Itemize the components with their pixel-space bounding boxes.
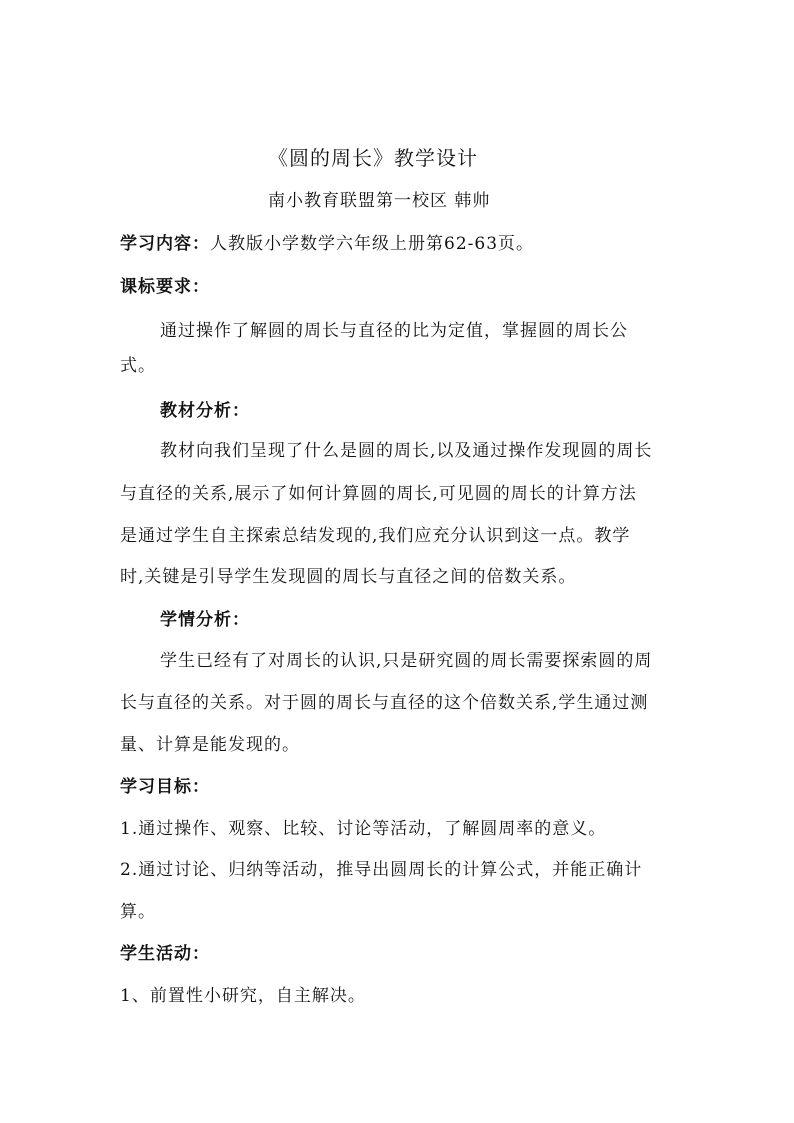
curriculum-heading: 课标要求： <box>120 277 210 297</box>
textbook-analysis-heading: 教材分析： <box>160 401 250 421</box>
textbook-analysis-line-1: 教材向我们呈现了什么是圆的周长,以及通过操作发现圆的周长 <box>160 441 653 461</box>
student-analysis-line-2: 长与直径的关系。对于圆的周长与直径的这个倍数关系,学生通过测 <box>120 693 649 713</box>
textbook-analysis-line-4: 时,关键是引导学生发现圆的周长与直径之间的倍数关系。 <box>120 567 577 587</box>
page-title: 《圆的周长》教学设计 <box>268 146 478 170</box>
student-analysis-line-3: 量、计算是能发现的。 <box>120 735 300 755</box>
textbook-analysis-line-2: 与直径的关系,展示了如何计算圆的周长,可见圆的周长的计算方法 <box>120 484 637 504</box>
curriculum-line-2: 式。 <box>120 356 156 376</box>
student-analysis-heading: 学情分析： <box>160 610 250 630</box>
content-label: 学习内容： <box>120 234 210 254</box>
curriculum-line-1: 通过操作了解圆的周长与直径的比为定值，掌握圆的周长公 <box>160 321 628 341</box>
objectives-heading: 学习目标： <box>120 777 210 797</box>
objective-2: 2.通过讨论、归纳等活动，推导出圆周长的计算公式，并能正确计 <box>120 860 643 880</box>
student-analysis-line-1: 学生已经有了对周长的认识,只是研究圆的周长需要探索圆的周 <box>160 651 653 671</box>
activity-1: 1、前置性小研究，自主解决。 <box>120 986 366 1006</box>
content-row <box>120 233 534 255</box>
activities-heading: 学生活动： <box>120 944 210 964</box>
objective-2-cont: 算。 <box>120 902 156 922</box>
objective-1: 1.通过操作、观察、比较、讨论等活动，了解圆周率的意义。 <box>120 819 607 839</box>
textbook-analysis-line-3: 是通过学生自主探索总结发现的,我们应充分认识到这一点。教学 <box>120 526 631 546</box>
author-line: 南小教育联盟第一校区 韩帅 <box>268 191 491 211</box>
content-text: 人教版小学数学六年级上册第62-63页。 <box>210 234 535 254</box>
